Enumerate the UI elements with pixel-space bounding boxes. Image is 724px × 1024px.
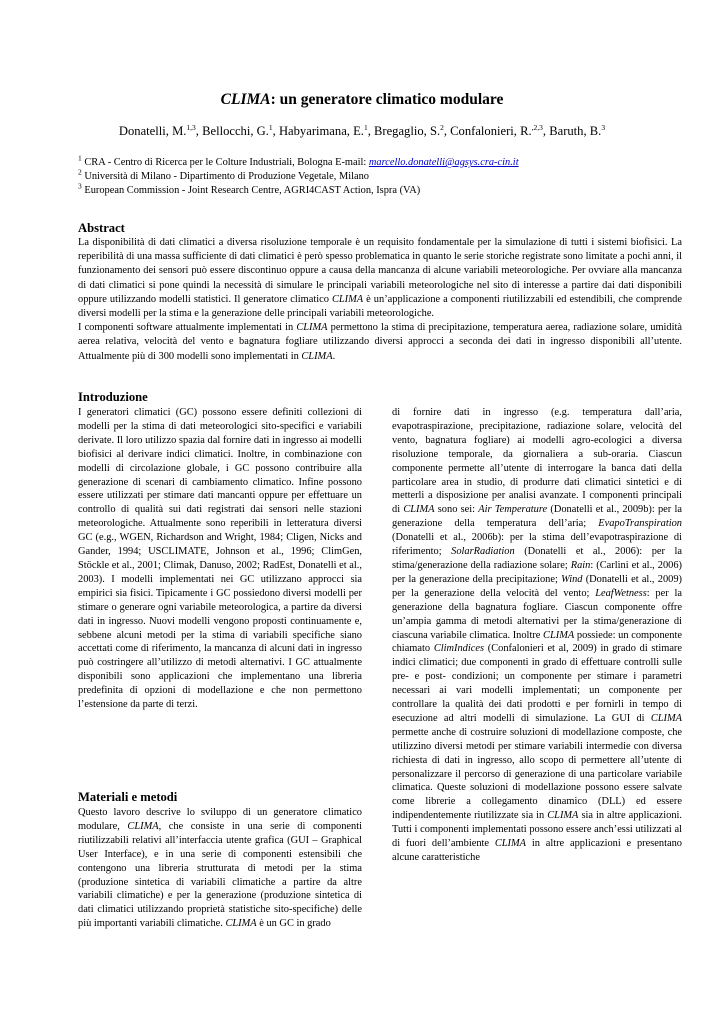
affiliation-number: 2	[78, 167, 82, 177]
right-column-body	[392, 406, 682, 865]
author-affiliation-sup: 1	[268, 122, 273, 132]
author-name: Confalonieri, R.	[450, 124, 532, 138]
author-name: Bellocchi, G.	[202, 124, 269, 138]
author-name: Bregaglio, S.	[373, 124, 441, 138]
title-rest: : un generatore climatico modulare	[270, 91, 504, 108]
author-separator: ,	[272, 124, 279, 138]
abstract-paragraph-1: La disponibilità di dati climatici a diversa risoluzione temporale è un requisito fondamentale per la simulazione di tutti i sistemi biofisici. La reperibilità di una massa sufficiente di dati climatici è però spesso problematica in quanto le serie storiche registrate sono limitate a pochi anni, il funzionamento dei sensori può essere discontinuo oppure a causa della mancanza di alcune variabili meteorologiche. Per ovviare alla mancanza di dati climatici si pone quindi la necessità di simulare le principali variabili meteorologiche nel sito di interesse a partire dai dati disponibili oppure utilizzando modelli statistici. Il generatore climatico CLIMA è un’applicazione a componenti riutilizzabili ed estendibili, che comprende diversi modelli per la stima e la generazione delle principali variabili meteorologiche.	[78, 237, 682, 320]
intro-heading: Introduzione	[78, 390, 148, 404]
methods-heading: Materiali e metodi	[78, 790, 178, 804]
email-link[interactable]: marcello.donatelli@agsys.cra-cin.it	[368, 157, 519, 168]
author-affiliation-sup: 3	[601, 122, 606, 132]
author-separator: ,	[367, 124, 374, 138]
methods-paragraph: Questo lavoro descrive lo sviluppo di un generatore climatico modulare, CLIMA, che consiste in una serie di componenti riutilizzabili relativi all’interfaccia utente grafica (GUI – Graphical User Interface), e in una serie di componenti estensibili che contengono una libreria strutturata di metodi per la stima (produzione sintetica di variabili climatiche a partire da altre variabili climatiche) e per la generazione (produzione sintetica di dati climatici utilizzando proprietà statistiche sito-specifiche) delle più importanti variabili climatiche. CLIMA è un GC in grado	[78, 807, 362, 930]
affiliation-text: Università di Milano - Dipartimento di Produzione Vegetale, Milano	[81, 171, 369, 183]
author-name: Baruth, B.	[549, 124, 602, 138]
author-separator: ,	[443, 124, 451, 138]
author-list	[0, 124, 724, 139]
author-affiliation-sup: 1	[363, 122, 368, 132]
abstract-paragraph-2: I componenti software attualmente implementati in CLIMA permettono la stima di precipitazione, temperatura aerea, radiazione solare, umidità aerea relativa, velocità del vento e bagnatura fogliare utilizzando diversi approcci a seconda dei dati in ingresso disponibili all’utente. Attualmente più di 300 modelli sono implementati in CLIMA.	[78, 322, 682, 362]
affiliation-number: 1	[78, 153, 82, 163]
author-affiliation-sup: ,2,3	[531, 122, 543, 132]
author-separator: ,	[195, 124, 203, 138]
author-name: Habyarimana, E.	[278, 124, 364, 138]
methods-body	[78, 806, 362, 931]
affiliation-text: CRA - Centro di Ricerca per le Colture Industriali, Bologna E-mail:	[81, 157, 369, 168]
affiliation-number: 3	[78, 181, 82, 191]
right-column-paragraph: di fornire dati in ingresso (e.g. temperatura dall’aria, evapotraspirazione, precipitazione, radiazione solare, velocità del vento, bagnatura fogliare) ai modelli agro-ecologici a diversa risoluzione temporale, da giornaliera a sub-oraria. Ciascun componente permette all’utente di interrogare la banca dati della particolare area in studio, di produrre dati climatici sintetici e di metterli a disposizione per analisi avanzate. I componenti principali di CLIMA sono sei: Air Temperature (Donatelli et al., 2009b): per la generazione della temperatura dell’aria; EvapoTranspiration (Donatelli et al., 2006b): per la stima dell’evapotraspirazione di riferimento; SolarRadiation (Donatelli et al., 2006): per la stima/generazione della radiazione solare; Rain: (Carlini et al., 2006) per la generazione della precipitazione; Wind (Donatelli et al., 2009) per la generazione della velocità del vento; LeafWetness: per la generazione della bagnatura fogliare. Ciascun componente offre un’ampia gamma di metodi alternativi per la stima/generazione di ciascuna variabile climatica. Inoltre CLIMA possiede: un componente chiamato ClimIndices (Confalonieri et al, 2009) in grado di stimare indici climatici; due componenti in grado di effettuare controlli sulle pre- e post- condizioni; un componente per stimare i parametri necessari ai vari modelli implementati; un componente per controllare la qualità dei dati prodotti e per fornirli in tempo di esecuzione ad altri modelli di simulazione. La GUI di CLIMA permette anche di costruire soluzioni di modellazione composte, che utilizzino diversi metodi per stimare variabili intermedie con diversa richiesta di dati in ingresso, allo scopo di permettere all’utente di personalizzare il percorso di generazione di una particolare variabile climatica. Queste soluzioni di modellazione possono essere salvate come librerie a collegamento dinamico (DLL) ed essere indipendentemente riutilizzate sia in CLIMA sia in altre applicazioni. Tutti i componenti implementati possono essere anch’essi utilizzati al di fuori dell’ambiente CLIMA in altre applicazioni e presentano alcune caratteristiche	[392, 407, 683, 863]
abstract-body	[78, 236, 682, 364]
author-affiliation-sup: 2	[440, 122, 444, 132]
affiliations	[78, 153, 698, 199]
intro-body	[78, 406, 362, 712]
affiliation-line	[78, 181, 698, 198]
author-name: Donatelli, M.	[118, 124, 187, 138]
abstract-heading: Abstract	[78, 221, 125, 235]
intro-paragraph: I generatori climatici (GC) possono essere definiti collezioni di modelli per la stima di dati meteorologici sito-specifici e variabili derivate. Il loro utilizzo spazia dal fornire dati in ingresso ai modelli biofisici al derivare indici climatici. Inoltre, in combinazione con modelli di circolazione globale, i GC possono contribuire alla generazione di scenari di cambiamento climatico. Infine possono essere utilizzati per stimare dati mancanti oppure per effettuare un controllo di qualità sui dati registrati dai sensori nelle stazioni meteorologiche. Attualmente sono reperibili in letteratura diversi GC (e.g., WGEN, Richardson and Wright, 1984; Cligen, Nicks and Gander, 1994; USCLIMATE, Johnson et al., 1996; ClimGen, Stöckle et al., 2001; Climak, Danuso, 2002; RadEst, Donatelli et al., 2003). I modelli implementati nei GC utilizzano approcci sia empirici sia fisici. Tipicamente i GC possiedono diversi modelli per stimare o generare ogni variabile meteorologica, a partire da diversi dati in ingresso. Nuovi modelli vengono proposti continuamente e, sebbene alcuni metodi per la stima di variabili specifiche siano accettati come di riferimento, la mancanza di alcuni dati in ingresso può costringere all’utilizzo di metodi alternativi. I GC attualmente disponibili sono applicazioni che implementano una libreria predefinita di opzioni di modellazione e che non permettono l’estensione da parte di terzi.	[78, 407, 362, 711]
affiliation-text: European Commission - Joint Research Centre, AGRI4CAST Action, Ispra (VA)	[81, 185, 421, 197]
author-affiliation-sup: 1,3	[186, 122, 196, 132]
title-italic: CLIMA	[220, 91, 271, 108]
paper-title	[0, 91, 724, 109]
author-separator: ,	[542, 124, 550, 138]
affiliation-line	[78, 167, 698, 184]
affiliation-line	[78, 153, 698, 170]
